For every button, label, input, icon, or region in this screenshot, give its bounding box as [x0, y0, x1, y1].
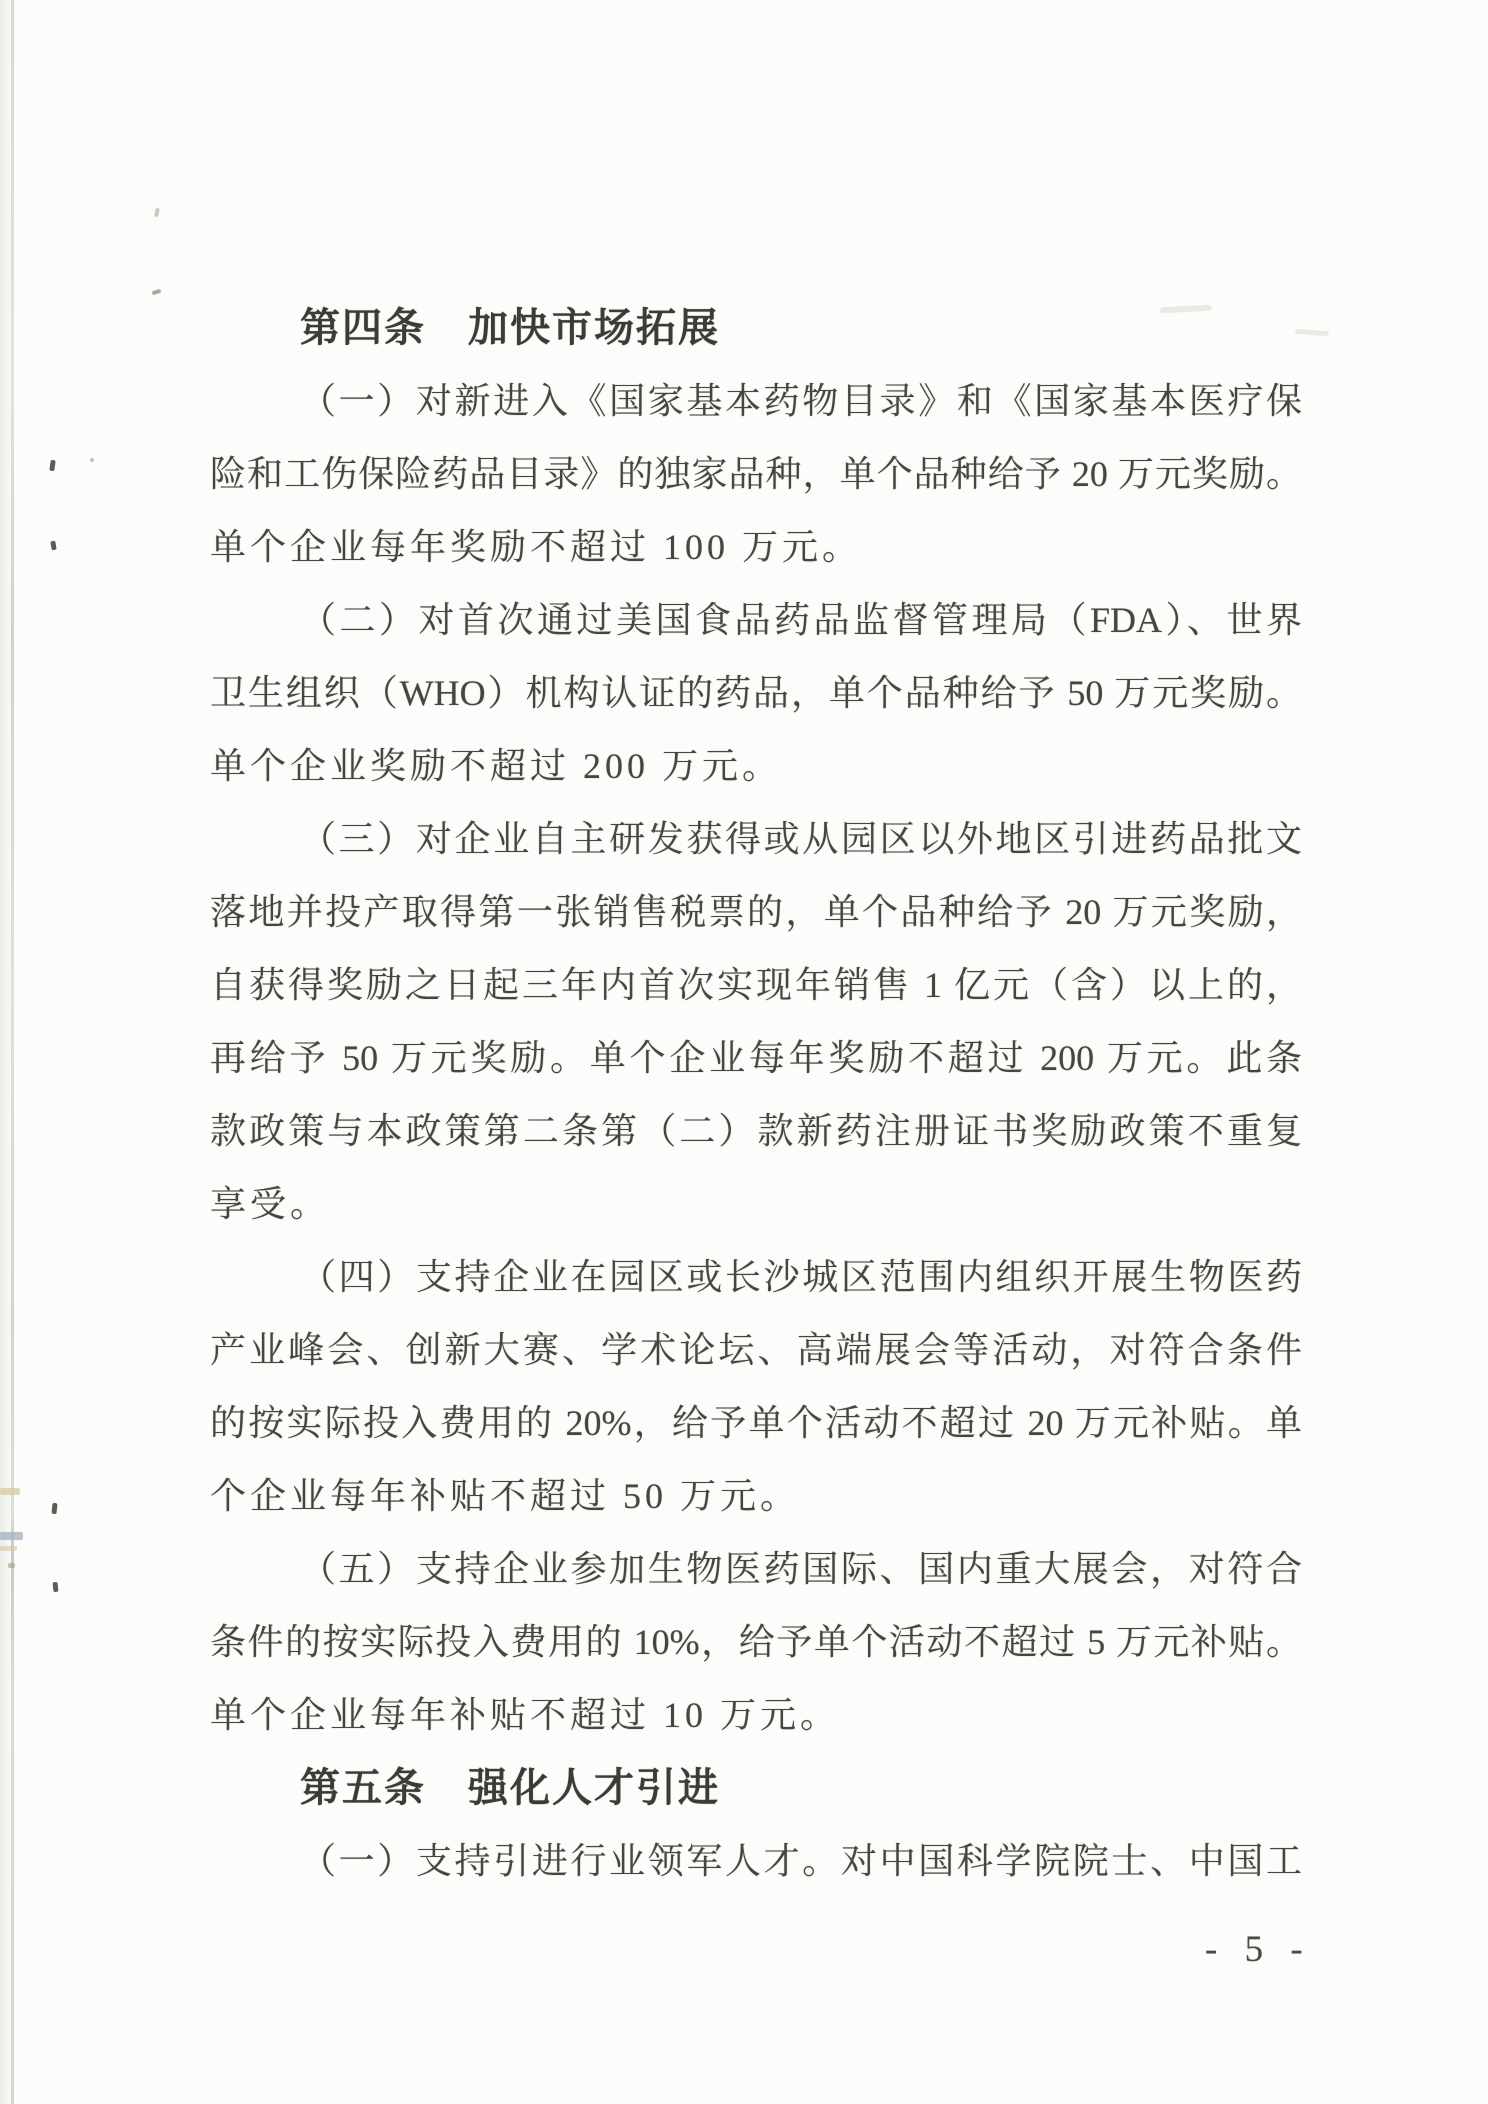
scan-streak [0, 1546, 17, 1551]
scan-streak [0, 1488, 20, 1495]
paragraph-line: （三）对企业自主研发获得或从园区以外地区引进药品批文 [300, 819, 1302, 859]
document-text [210, 292, 1302, 1898]
section-heading-article-5: 第五条 强化人才引进 [300, 1766, 720, 1810]
paragraph-line: 卫生组织（WHO）机构认证的药品，单个品种给予 50 万元奖励。 [210, 673, 1302, 713]
scan-gutter-shadow [0, 0, 11, 2104]
paragraph-line: 单个企业奖励不超过 200 万元。 [210, 746, 783, 786]
paragraph-line: 个企业每年补贴不超过 50 万元。 [210, 1476, 801, 1516]
scan-speck [154, 208, 160, 218]
scan-streak [0, 1532, 23, 1540]
paragraph-line: 享受。 [210, 1184, 331, 1224]
paragraph-line: 落地并投产取得第一张销售税票的，单个品种给予 20 万元奖励， [210, 892, 1302, 932]
paragraph-line: （二）对首次通过美国食品药品监督管理局（FDA）、世界 [300, 600, 1302, 640]
paragraph-line: （一）对新进入《国家基本药物目录》和《国家基本医疗保 [300, 381, 1302, 421]
paragraph-line: 款政策与本政策第二条第（二）款新药注册证书奖励政策不重复 [210, 1111, 1302, 1151]
paragraph-line: 险和工伤保险药品目录》的独家品种，单个品种给予 20 万元奖励。 [210, 454, 1302, 494]
paragraph-line: 的按实际投入费用的 20%，给予单个活动不超过 20 万元补贴。单 [210, 1403, 1302, 1443]
paragraph-line: （四）支持企业在园区或长沙城区范围内组织开展生物医药 [300, 1257, 1302, 1297]
paragraph-line: （五）支持企业参加生物医药国际、国内重大展会，对符合 [300, 1549, 1302, 1589]
paragraph-line: 单个企业每年补贴不超过 10 万元。 [210, 1695, 841, 1735]
scan-edge-line [11, 0, 14, 2104]
section-heading-article-4: 第四条 加快市场拓展 [300, 306, 720, 350]
paragraph-line: 条件的按实际投入费用的 10%，给予单个活动不超过 5 万元补贴。 [210, 1622, 1302, 1662]
scan-speck [152, 289, 162, 296]
scan-speck [49, 460, 55, 472]
paragraph-line: 再给予 50 万元奖励。单个企业每年奖励不超过 200 万元。此条 [210, 1038, 1302, 1078]
scan-speck [50, 541, 56, 551]
scan-speck [52, 1582, 58, 1592]
paragraph-line: 单个企业每年奖励不超过 100 万元。 [210, 527, 863, 567]
page-number: - 5 - [1205, 1929, 1312, 1970]
paragraph-line: 产业峰会、创新大赛、学术论坛、高端展会等活动，对符合条件 [210, 1330, 1302, 1370]
scan-speck [51, 1503, 57, 1514]
scan-streak [8, 1563, 15, 1568]
paragraph-line: 自获得奖励之日起三年内首次实现年销售 1 亿元（含）以上的， [210, 965, 1302, 1005]
scan-speck [90, 458, 94, 462]
paragraph-line: （一）支持引进行业领军人才。对中国科学院院士、中国工 [300, 1841, 1302, 1881]
